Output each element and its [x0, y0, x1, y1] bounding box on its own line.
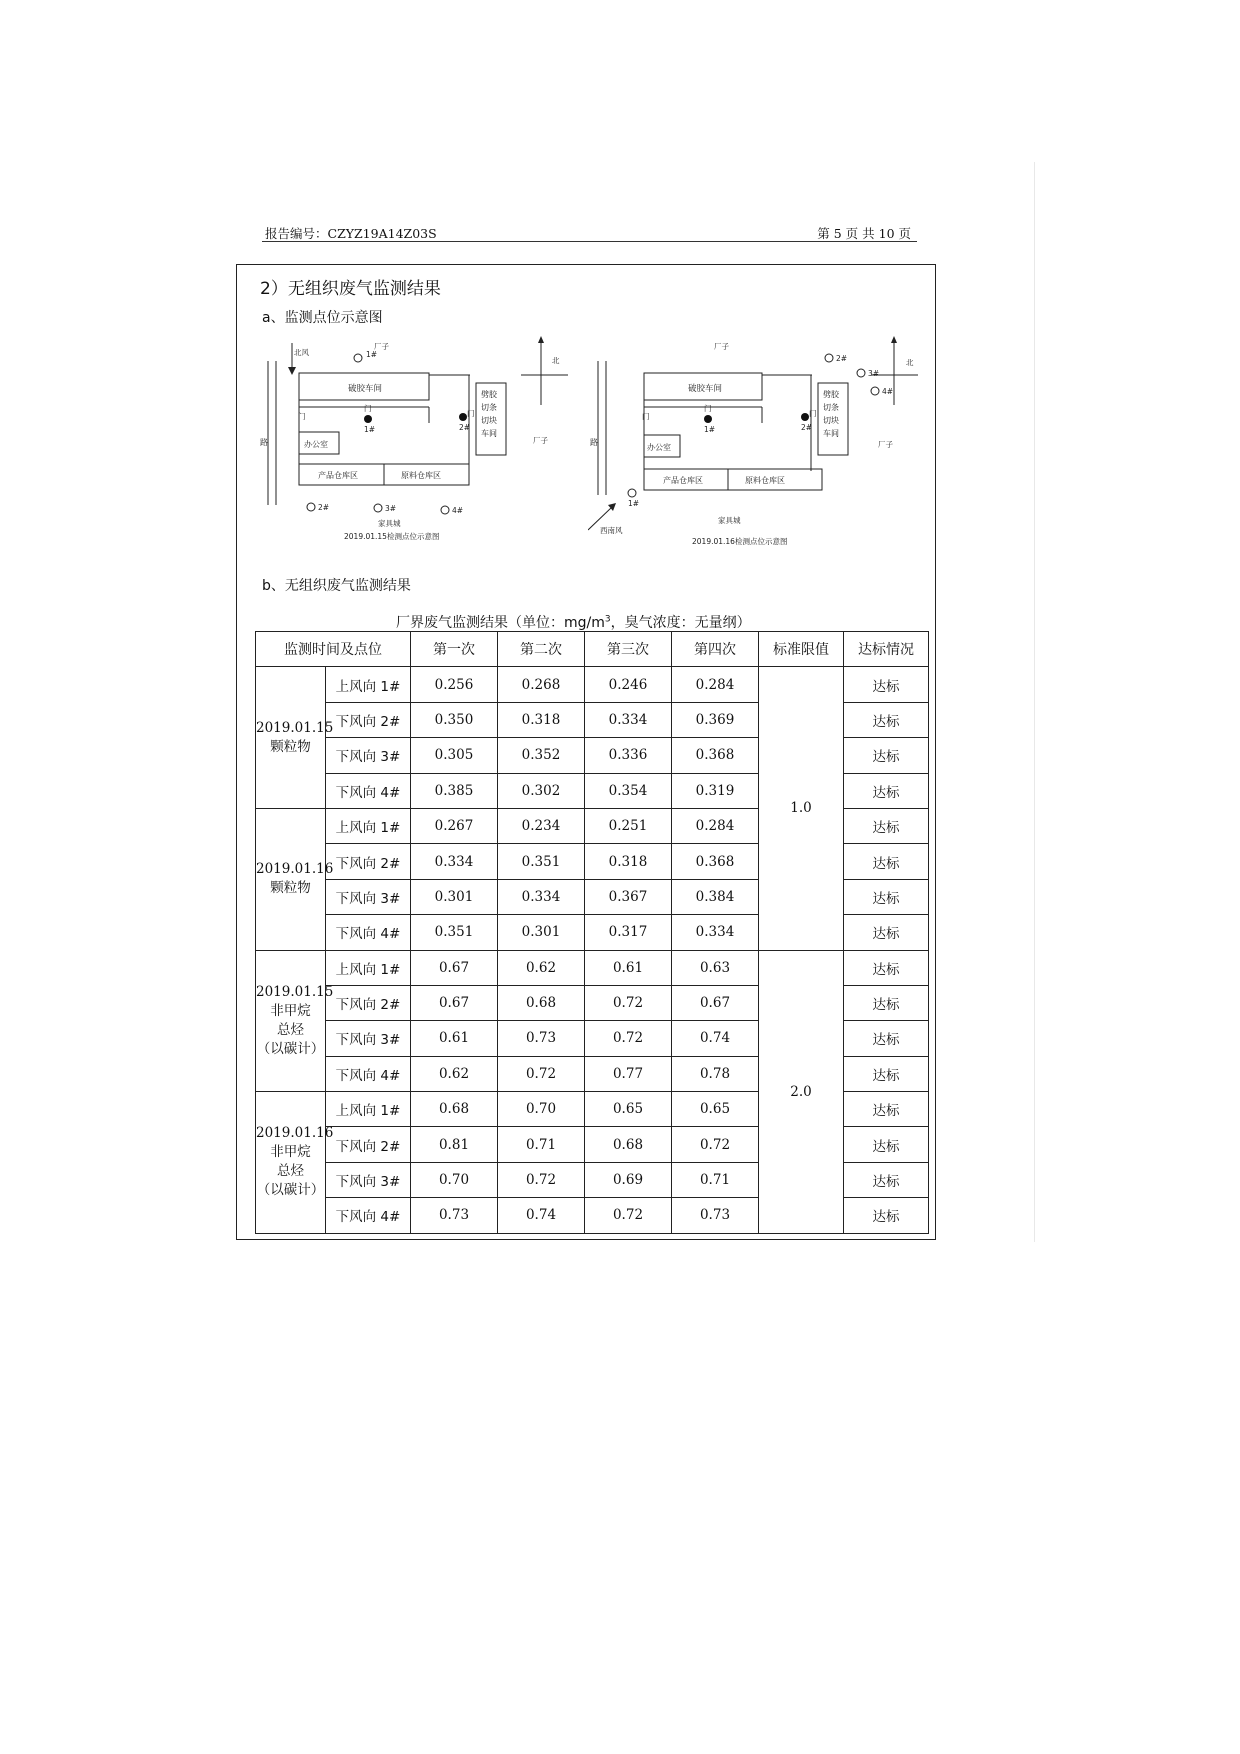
status-cell: 达标 [844, 1127, 929, 1162]
factory-top-label: 厂子 [714, 342, 729, 351]
group-label-line: 总烃 [277, 1163, 304, 1180]
value-cell: 0.284 [672, 808, 759, 843]
header-status: 达标情况 [844, 632, 929, 667]
door-label-left: 门 [642, 412, 650, 421]
north-label: 北 [552, 356, 560, 365]
report-number: 报告编号：CZYZ19A14Z03S [265, 226, 437, 241]
point-3-label: 3# [868, 369, 880, 378]
point-2-mark-label: 2# [459, 423, 471, 432]
value-cell: 0.72 [585, 1021, 672, 1056]
status-cell: 达标 [844, 915, 929, 950]
value-cell: 0.61 [411, 1021, 498, 1056]
north-label: 北 [906, 358, 914, 367]
value-cell: 0.63 [672, 950, 759, 985]
cut-label-4: 车间 [481, 429, 497, 438]
header-third: 第三次 [585, 632, 672, 667]
status-cell: 达标 [844, 808, 929, 843]
value-cell: 0.350 [411, 702, 498, 737]
status-cell: 达标 [844, 950, 929, 985]
product-storage-label: 产品仓库区 [663, 476, 703, 485]
value-cell: 0.251 [585, 808, 672, 843]
value-cell: 0.74 [498, 1198, 585, 1233]
value-cell: 0.72 [585, 985, 672, 1020]
subsection-b-title: b、无组织废气监测结果 [262, 578, 411, 594]
value-cell: 0.72 [498, 1056, 585, 1091]
cut-label-4: 车间 [823, 429, 839, 438]
value-cell: 0.72 [585, 1198, 672, 1233]
value-cell: 0.302 [498, 773, 585, 808]
value-cell: 0.74 [672, 1021, 759, 1056]
group-label-cell [256, 1092, 334, 1234]
point-4-label: 4# [452, 506, 464, 515]
value-cell: 0.318 [585, 844, 672, 879]
status-cell: 达标 [844, 738, 929, 773]
raw-storage-label: 原料仓库区 [745, 476, 785, 485]
group-label-line: 非甲烷 [270, 1002, 311, 1019]
site-diagram-0115 [258, 335, 578, 547]
point-2-mark-label: 2# [801, 423, 813, 432]
point-cell: 下风向 2# [326, 844, 411, 879]
page-header [262, 224, 917, 242]
point-1-label: 1# [366, 350, 378, 359]
value-cell: 0.267 [411, 808, 498, 843]
value-cell: 0.334 [672, 915, 759, 950]
product-storage-label: 产品仓库区 [318, 471, 358, 480]
point-cell: 下风向 3# [326, 879, 411, 914]
header-limit: 标准限值 [759, 632, 844, 667]
value-cell: 0.305 [411, 738, 498, 773]
value-cell: 0.62 [411, 1056, 498, 1091]
value-cell: 0.70 [411, 1162, 498, 1197]
value-cell: 0.352 [498, 738, 585, 773]
header-first: 第一次 [411, 632, 498, 667]
status-cell: 达标 [844, 667, 929, 702]
group-label-line: （以碳计） [256, 1040, 325, 1057]
table-caption-pre: 厂界废气监测结果（单位：mg/m [396, 615, 605, 631]
limit-cell: 1.0 [759, 667, 844, 950]
page-number: 第 5 页 共 10 页 [817, 226, 911, 241]
point-cell: 下风向 3# [326, 738, 411, 773]
point-cell: 上风向 1# [326, 1092, 411, 1127]
group-label-line: 2019.01.15 [256, 719, 334, 736]
group-label-line: 颗粒物 [270, 880, 311, 897]
point-2-label: 2# [836, 354, 848, 363]
point-cell: 下风向 2# [326, 1127, 411, 1162]
table-row [256, 667, 929, 702]
point-cell: 上风向 1# [326, 667, 411, 702]
value-cell: 0.368 [672, 738, 759, 773]
wind-label: 北风 [294, 348, 309, 357]
point-2-label: 2# [318, 503, 330, 512]
point-cell: 上风向 1# [326, 808, 411, 843]
value-cell: 0.81 [411, 1127, 498, 1162]
value-cell: 0.67 [672, 985, 759, 1020]
status-cell: 达标 [844, 1198, 929, 1233]
scan-edge-line [1034, 162, 1035, 1242]
value-cell: 0.384 [672, 879, 759, 914]
cut-label-2: 切条 [481, 403, 497, 412]
door-label-right: 门 [467, 409, 475, 418]
factory-right-label: 厂子 [533, 436, 548, 445]
value-cell: 0.68 [585, 1127, 672, 1162]
value-cell: 0.73 [672, 1198, 759, 1233]
value-cell: 0.65 [672, 1092, 759, 1127]
value-cell: 0.301 [498, 915, 585, 950]
point-cell: 下风向 4# [326, 915, 411, 950]
factory-right-label: 厂子 [878, 440, 893, 449]
value-cell: 0.246 [585, 667, 672, 702]
door-label-right: 门 [809, 409, 817, 418]
value-cell: 0.67 [411, 950, 498, 985]
value-cell: 0.334 [411, 844, 498, 879]
header-fourth: 第四次 [672, 632, 759, 667]
group-label-line: （以碳计） [256, 1182, 325, 1199]
status-cell: 达标 [844, 702, 929, 737]
value-cell: 0.268 [498, 667, 585, 702]
point-cell: 下风向 2# [326, 702, 411, 737]
header-time-point: 监测时间及点位 [256, 632, 411, 667]
value-cell: 0.62 [498, 950, 585, 985]
cut-label-2: 切条 [823, 403, 839, 412]
value-cell: 0.69 [585, 1162, 672, 1197]
value-cell: 0.73 [411, 1198, 498, 1233]
results-table [255, 631, 929, 1234]
cut-label-3: 切块 [823, 416, 839, 425]
value-cell: 0.77 [585, 1056, 672, 1091]
workshop-label: 破胶车间 [348, 384, 383, 394]
value-cell: 0.334 [585, 702, 672, 737]
value-cell: 0.78 [672, 1056, 759, 1091]
value-cell: 0.61 [585, 950, 672, 985]
subsection-a-title: a、监测点位示意图 [262, 310, 383, 326]
door-label-top: 门 [364, 404, 372, 413]
header-second: 第二次 [498, 632, 585, 667]
group-label-line: 总烃 [277, 1021, 304, 1038]
market-label: 家具城 [378, 519, 401, 528]
point-cell: 下风向 4# [326, 1056, 411, 1091]
value-cell: 0.351 [411, 915, 498, 950]
status-cell: 达标 [844, 1162, 929, 1197]
value-cell: 0.234 [498, 808, 585, 843]
point-4-label: 4# [882, 387, 894, 396]
road-label: 路 [260, 438, 268, 447]
group-label-cell [256, 950, 334, 1092]
value-cell: 0.68 [411, 1092, 498, 1127]
point-cell: 下风向 3# [326, 1021, 411, 1056]
value-cell: 0.73 [498, 1021, 585, 1056]
status-cell: 达标 [844, 1056, 929, 1091]
table-caption-sup: 3 [604, 614, 611, 625]
value-cell: 0.367 [585, 879, 672, 914]
value-cell: 0.319 [672, 773, 759, 808]
point-3-label: 3# [385, 504, 397, 513]
door-label-top: 门 [704, 404, 712, 413]
value-cell: 0.72 [498, 1162, 585, 1197]
cut-label-1: 劈胶 [823, 390, 839, 399]
group-label-line: 2019.01.16 [256, 861, 334, 878]
value-cell: 0.336 [585, 738, 672, 773]
limit-cell: 2.0 [759, 950, 844, 1233]
status-cell: 达标 [844, 773, 929, 808]
value-cell: 0.301 [411, 879, 498, 914]
table-row [256, 950, 929, 985]
table-caption [396, 612, 751, 632]
value-cell: 0.71 [498, 1127, 585, 1162]
raw-storage-label: 原料仓库区 [401, 471, 441, 480]
point-1-label: 1# [628, 499, 640, 508]
value-cell: 0.354 [585, 773, 672, 808]
status-cell: 达标 [844, 844, 929, 879]
point-1-mark-label: 1# [364, 425, 376, 434]
point-cell: 下风向 3# [326, 1162, 411, 1197]
group-label-cell [256, 667, 334, 809]
market-label: 家具城 [718, 516, 741, 525]
group-label-cell [256, 808, 334, 950]
table-header-row [256, 632, 929, 667]
point-1-mark-label: 1# [704, 425, 716, 434]
cut-label-1: 劈胶 [481, 390, 497, 399]
road-label: 路 [590, 438, 598, 447]
group-label-line: 颗粒物 [270, 738, 311, 755]
office-label: 办公室 [304, 440, 328, 449]
office-label: 办公室 [647, 443, 671, 452]
value-cell: 0.334 [498, 879, 585, 914]
value-cell: 0.72 [672, 1127, 759, 1162]
value-cell: 0.351 [498, 844, 585, 879]
door-label-left: 门 [298, 412, 306, 421]
point-cell: 下风向 4# [326, 1198, 411, 1233]
value-cell: 0.65 [585, 1092, 672, 1127]
status-cell: 达标 [844, 985, 929, 1020]
value-cell: 0.368 [672, 844, 759, 879]
group-label-line: 2019.01.16 [256, 1125, 334, 1142]
point-cell: 上风向 1# [326, 950, 411, 985]
group-label-line: 2019.01.15 [256, 983, 334, 1000]
status-cell: 达标 [844, 1092, 929, 1127]
value-cell: 0.284 [672, 667, 759, 702]
diagram-1-caption: 2019.01.15检测点位示意图 [344, 532, 440, 541]
value-cell: 0.317 [585, 915, 672, 950]
workshop-label: 破胶车间 [688, 384, 723, 394]
point-cell: 下风向 4# [326, 773, 411, 808]
wind-label: 西南风 [600, 526, 623, 535]
table-caption-post: ，臭气浓度：无量纲） [610, 615, 751, 631]
value-cell: 0.67 [411, 985, 498, 1020]
status-cell: 达标 [844, 879, 929, 914]
value-cell: 0.256 [411, 667, 498, 702]
diagram-2-caption: 2019.01.16检测点位示意图 [692, 537, 788, 546]
section-title: 2）无组织废气监测结果 [260, 279, 441, 299]
cut-label-3: 切块 [481, 416, 497, 425]
group-label-line: 非甲烷 [270, 1144, 311, 1161]
value-cell: 0.385 [411, 773, 498, 808]
point-cell: 下风向 2# [326, 985, 411, 1020]
value-cell: 0.369 [672, 702, 759, 737]
status-cell: 达标 [844, 1021, 929, 1056]
value-cell: 0.68 [498, 985, 585, 1020]
factory-top-label: 厂子 [374, 342, 389, 351]
value-cell: 0.318 [498, 702, 585, 737]
value-cell: 0.70 [498, 1092, 585, 1127]
site-diagram-0116 [588, 335, 928, 547]
value-cell: 0.71 [672, 1162, 759, 1197]
